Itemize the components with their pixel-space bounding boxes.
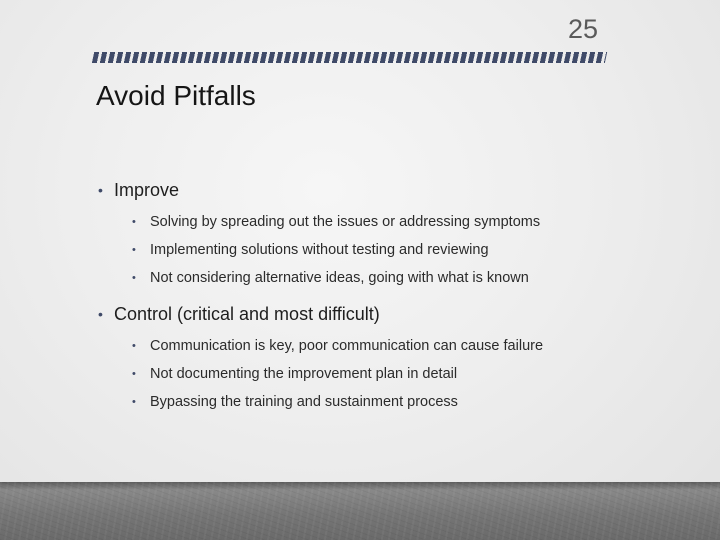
list-item-text: Communication is key, poor communication can cause failure: [150, 338, 544, 354]
slide-page-number: 25: [567, 14, 598, 44]
bullet-icon: •: [132, 216, 136, 228]
list-item-text: Bypassing the training and sustainment process: [150, 394, 458, 410]
bullet-icon: •: [132, 244, 136, 256]
bullet-icon: •: [132, 396, 136, 408]
section-heading-improve: [96, 178, 656, 202]
bullet-icon: •: [132, 368, 136, 380]
list-item: [96, 268, 656, 288]
floor-texture-band: [0, 482, 720, 540]
list-item: [96, 392, 656, 412]
bullet-list: [96, 178, 656, 412]
section-heading-control: [96, 302, 656, 326]
bullet-icon: •: [98, 182, 103, 198]
list-item: [96, 364, 656, 384]
bullet-icon: •: [132, 340, 136, 352]
list-item-text: Implementing solutions without testing and reviewing: [150, 242, 489, 258]
list-item: [96, 240, 656, 260]
list-item: [96, 212, 656, 232]
list-item-text: Not considering alternative ideas, going with what is known: [150, 270, 529, 286]
list-item-text: Not documenting the improvement plan in detail: [150, 366, 458, 382]
bullet-icon: •: [98, 306, 103, 322]
decorative-hatch-rule: [92, 52, 607, 63]
bullet-icon: •: [132, 272, 136, 284]
list-item: [96, 336, 656, 356]
slide-title: Avoid Pitfalls: [96, 80, 256, 111]
section-heading-label: Improve: [114, 180, 180, 200]
list-item-text: Solving by spreading out the issues or addressing symptoms: [150, 214, 541, 230]
section-heading-label: Control (critical and most difficult): [114, 304, 380, 324]
